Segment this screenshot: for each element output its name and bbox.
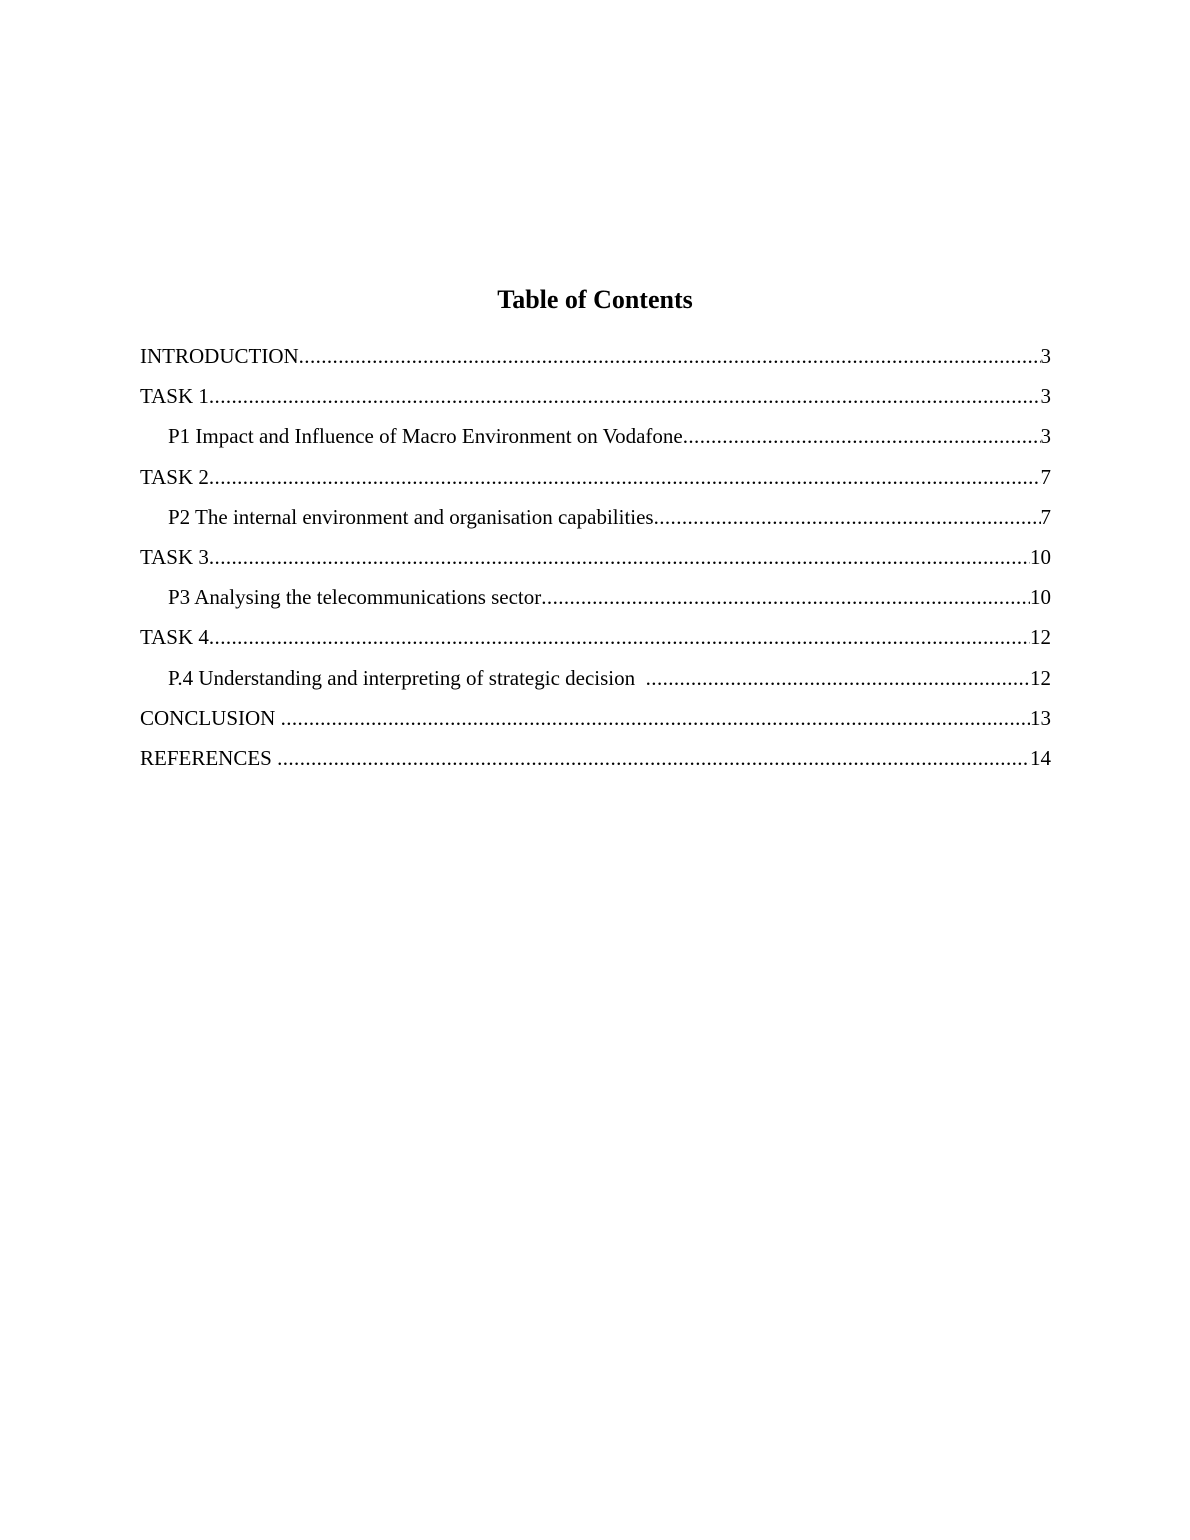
toc-page-number: 3 xyxy=(1040,384,1051,409)
toc-entry-p3-telecommunications-sector[interactable] xyxy=(140,581,1051,621)
toc-entry-label: REFERENCES xyxy=(140,745,278,770)
toc-entry-references[interactable] xyxy=(140,742,1051,782)
toc-title: Table of Contents xyxy=(497,285,693,314)
toc-entry-conclusion[interactable] xyxy=(140,702,1051,742)
toc-dot-leader xyxy=(209,380,1041,412)
toc-page-number: 14 xyxy=(1030,745,1051,770)
toc-entry-introduction[interactable] xyxy=(140,340,1051,380)
toc-entry-label: P2 The internal environment and organisation capabilities xyxy=(168,504,654,529)
toc-entry-label: TASK 4 xyxy=(140,625,209,650)
toc-entry-task-1[interactable] xyxy=(140,380,1051,420)
toc-entry-task-4[interactable] xyxy=(140,621,1051,661)
toc-page-number: 3 xyxy=(1040,424,1051,449)
toc-dot-leader xyxy=(683,420,1041,452)
toc-dot-leader xyxy=(541,581,1030,613)
toc-entry-task-3[interactable] xyxy=(140,541,1051,581)
toc-page-number: 3 xyxy=(1040,344,1051,368)
toc-entry-label: INTRODUCTION xyxy=(140,344,299,368)
toc-entry-label: P.4 Understanding and interpreting of strategic decision xyxy=(168,665,646,690)
toc-dot-leader xyxy=(277,742,1030,774)
toc-entry-p2-internal-environment[interactable] xyxy=(140,501,1051,541)
toc-page-number: 7 xyxy=(1040,504,1051,529)
toc-dot-leader xyxy=(281,702,1030,734)
table-of-contents xyxy=(140,340,1051,782)
toc-entry-label: CONCLUSION xyxy=(140,705,281,730)
toc-entry-label: TASK 3 xyxy=(140,544,209,569)
toc-page-number: 10 xyxy=(1030,544,1051,569)
toc-dot-leader xyxy=(209,541,1030,573)
toc-dot-leader xyxy=(646,662,1030,694)
toc-page-number: 7 xyxy=(1040,464,1051,489)
toc-page-number: 10 xyxy=(1030,585,1051,610)
toc-dot-leader xyxy=(299,340,1041,372)
toc-dot-leader xyxy=(209,621,1030,653)
toc-entry-p4-strategic-decision[interactable] xyxy=(140,662,1051,702)
toc-entry-label: TASK 2 xyxy=(140,464,209,489)
toc-entry-p1-macro-environment[interactable] xyxy=(140,420,1051,460)
toc-dot-leader xyxy=(654,501,1041,533)
toc-dot-leader xyxy=(209,461,1041,493)
toc-entry-label: P1 Impact and Influence of Macro Environment on Vodafone xyxy=(168,424,683,449)
toc-page-number: 13 xyxy=(1030,705,1051,730)
toc-page-number: 12 xyxy=(1030,625,1051,650)
toc-entry-label: TASK 1 xyxy=(140,384,209,409)
toc-entry-task-2[interactable] xyxy=(140,461,1051,501)
toc-page-number: 12 xyxy=(1030,665,1051,690)
toc-entry-label: P3 Analysing the telecommunications sector xyxy=(168,585,542,610)
